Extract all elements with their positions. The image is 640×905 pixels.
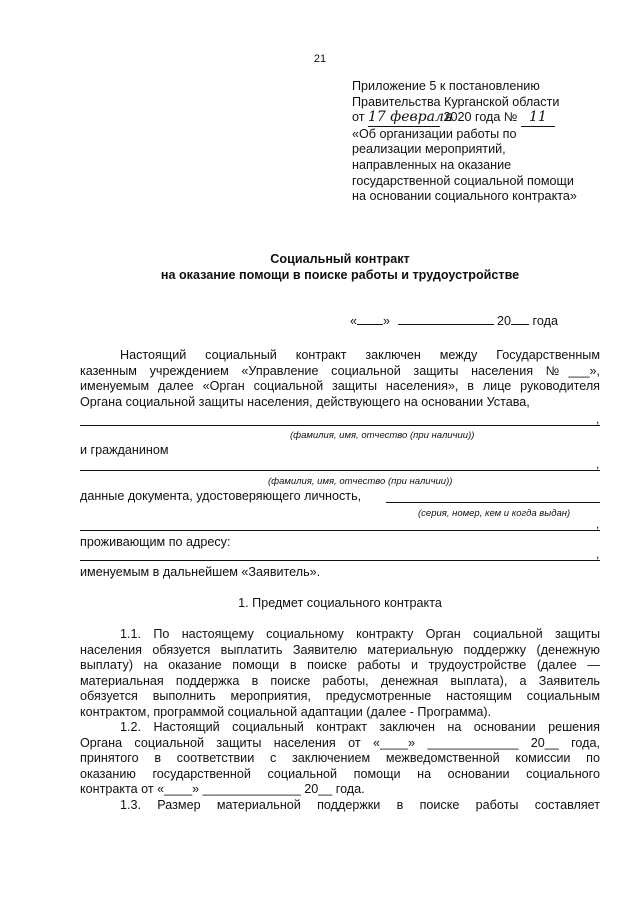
intro-line: Настоящий социальный контракт заключен между Государственным (120, 348, 600, 362)
comma: , (596, 457, 600, 471)
document-label: данные документа, удостоверяющего личность, (80, 489, 362, 503)
clause-line: 1.1. По настоящему социальному контракту Орган социальной защиты (120, 627, 600, 641)
appendix-date-prefix: от (352, 110, 365, 125)
intro-line: Органа социальной защиты населения, действующего на основании Устава, (80, 394, 530, 409)
appendix-date-middle: 2020 года № (443, 110, 518, 125)
appendix-line: направленных на оказание (352, 157, 512, 172)
comma: , (596, 547, 600, 561)
citizen-label: и гражданином (80, 443, 169, 457)
appendix-line: Приложение 5 к постановлению (352, 79, 540, 93)
clause-line: обязуется выполнить мероприятия, предусмотренные настоящим социальным (80, 689, 600, 704)
address-label: проживающим по адресу: (80, 535, 231, 549)
appendix-line: реализации мероприятий, (352, 142, 506, 157)
fio-representative-field (80, 425, 600, 426)
clause-line: выплату) на оказание помощи в поиске работы и трудоустройстве (далее — (80, 658, 600, 673)
contract-date-line (350, 313, 558, 330)
appendix-date-line (352, 110, 622, 127)
clause-line: Органа социальной защиты населения от «____» _____________ 20__ года, (80, 735, 600, 750)
clause-line: 1.3. Размер материальной поддержки в поиске работы составляет (120, 798, 600, 812)
document-caption: (серия, номер, кем и когда выдан) (418, 508, 571, 519)
address-field (80, 560, 600, 561)
clause-line: 1.2. Настоящий социальный контракт заключен на основании решения (120, 720, 600, 734)
document-title: Социальный контракт (270, 252, 410, 266)
handwritten-date: 17 февраля (368, 109, 454, 126)
document-field (386, 502, 600, 503)
date-open-quote: « (350, 314, 358, 328)
appendix-header (352, 79, 622, 205)
fio-caption: (фамилия, имя, отчество (при наличии)) (290, 430, 475, 441)
comma: , (596, 517, 600, 531)
fio-citizen-field (80, 470, 600, 471)
section-title: 1. Предмет социального контракта (238, 596, 442, 610)
clause-line: контракта от «____» ______________ 20__ года. (80, 782, 365, 797)
appendix-line: Правительства Курганской области (352, 94, 560, 109)
clause-line: материальная поддержка в поиске работы, денежная выплата), а Заявитель (80, 673, 600, 688)
handwritten-number: 11 (521, 110, 555, 127)
clause-1-3 (80, 798, 600, 814)
clause-line: принятого в соответствии с заключением межведомственной комиссии по (80, 751, 600, 766)
day-blank (357, 313, 383, 325)
year-suffix: года (532, 314, 558, 328)
clause-1-1 (80, 627, 600, 721)
clause-line: оказанию государственной социальной помощи на основании социального (80, 766, 600, 781)
intro-line: именуемым далее «Орган социальной защиты населения», в лице руководителя (80, 379, 600, 394)
document-field-continuation (80, 530, 600, 531)
year-prefix: 20 (497, 314, 512, 328)
appendix-line: «Об организации работы по (352, 126, 517, 141)
year-blank (511, 313, 529, 325)
appendix-line: на основании социального контракта» (352, 189, 577, 204)
clause-line: населения обязуется выплатить Заявителю материальную поддержку (денежную (80, 642, 600, 657)
fio-caption: (фамилия, имя, отчество (при наличии)) (268, 476, 453, 487)
comma: , (596, 412, 600, 426)
date-close-quote: » (383, 314, 391, 328)
page-number: 21 (313, 53, 327, 65)
month-blank (398, 313, 494, 325)
intro-paragraph (80, 348, 600, 410)
clause-line: контрактом, программой социальной адаптации (далее - Программа). (80, 704, 492, 719)
applicant-label: именуемым в дальнейшем «Заявитель». (80, 565, 321, 579)
document-subtitle: на оказание помощи в поиске работы и трудоустройстве (160, 268, 520, 282)
appendix-line: государственной социальной помощи (352, 173, 574, 188)
clause-1-2 (80, 720, 600, 798)
intro-line: казенным учреждением «Управление социальной защиты населения №___», (80, 363, 600, 378)
